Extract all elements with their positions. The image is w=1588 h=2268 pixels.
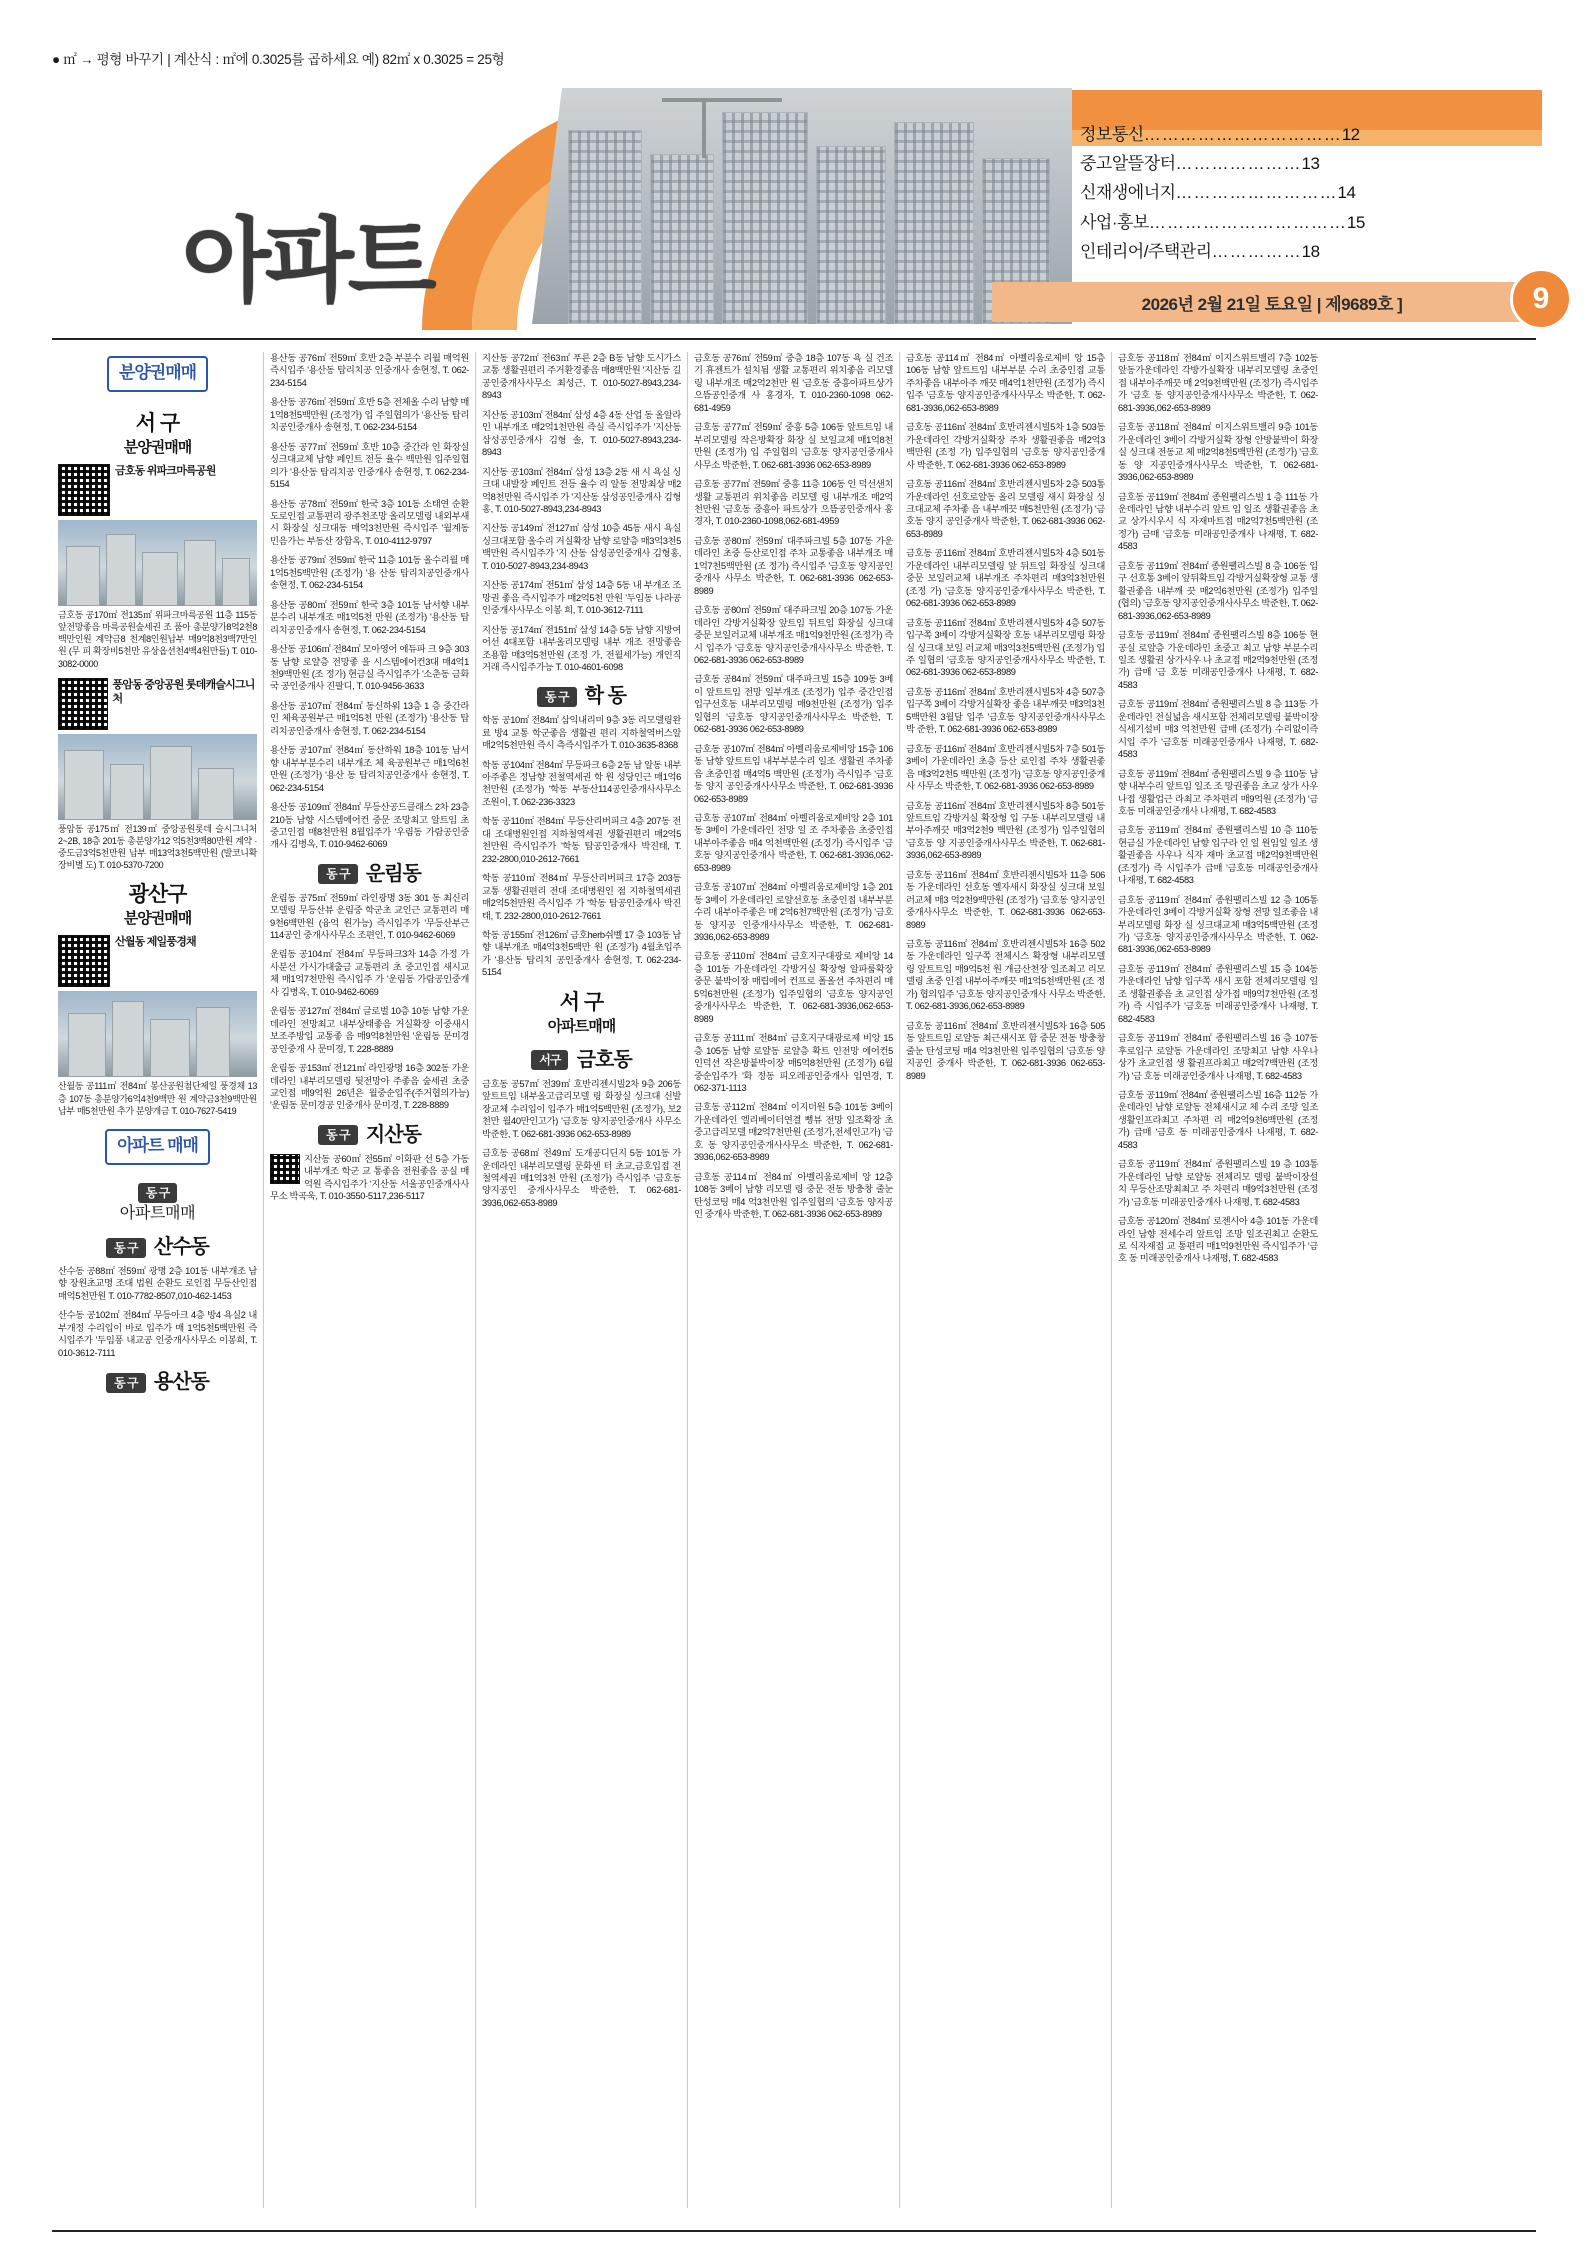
- classified-ad[interactable]: [1118, 1215, 1318, 1265]
- classified-ad[interactable]: [270, 700, 469, 737]
- ad-text: 운림동 공127㎡ 전84㎡ 글로벌 10층 10동 남향 가운데라인 전망최고 내부상태좋음 거실확장 이중새시 보조주방입 교통좋 음 매9억8천만원 '운림동 문미경공인중개 사 문미경, T. 228-8889: [270, 1006, 469, 1054]
- classified-ad[interactable]: [906, 478, 1105, 540]
- classified-ad[interactable]: [694, 950, 893, 1025]
- classified-ad[interactable]: [482, 466, 681, 516]
- ad-text: 금호동 공107㎡ 전84㎡ 아벨리움로제비앙 2층 101동 3베이 가운데라인 전망 일 조 주차좋음 초중인접 내부아주좋음 매4 억천백만원 (조정가) 즉시입주 '금호동 양지공인중개사 박준한, T. 062-681-3936,062-653-8989: [694, 812, 893, 873]
- ad-text: 학동 공10㎡ 전84㎡ 삼익내리미 9층 3동 리모델링완료 방4 교통 학군좋음 생활권 편리 지하철역버스알 매2억5천만원 즉시 측즉시입주가 T. 010-3635-8368: [482, 715, 681, 751]
- classified-ad[interactable]: [1118, 768, 1318, 818]
- section-header-bunyangkwon: 분양권매매: [107, 356, 208, 392]
- dong-name: 운림동: [365, 862, 421, 885]
- ad-text: 금호동 공119㎡ 전84㎡ 종원팰리스빌 8 층 106동 입구 선호통 3베이 앞뒤확트임 각방거실확장형 교통 생활권좋음 내부깨 끗 매2억6천만원 (조정가) 입주일(협의) '금호동 양지공인중개사사무소 박준한, T. 062-681-3936,062-653-8989: [1118, 560, 1318, 621]
- ad-text: 용산동 공78㎡ 전59㎡ 한국 3층 101동 소태연 순환도로인접 교통편리 광주천조망 올리모델링 내외부새시 화장실 싱크대동 매억3천만원 즉시입주 '월계동 민음가는 부동산 장함옥, T. 010-4112-9797: [270, 498, 469, 546]
- column-3: [476, 352, 688, 2208]
- classified-ad[interactable]: [906, 352, 1105, 414]
- classified-ad[interactable]: [482, 815, 681, 865]
- ad-text: 산수동 공102㎡ 전84㎡ 무등아크 4층 방4 욕실2 내부개정 수리입이 바로 입주가 매 1억5천5백만원 즉시입주가 '두임퐁 내교공 인중개사사무소 이봉희, T. 010-3612-7111: [58, 1310, 257, 1358]
- ad-text: 금호동 공116㎡ 전84㎡ 호반리젠시빌5차 1층 503동 가운데라인 각방거실확장 주차 생활권좋음 매2억3백만원 (조정 가) 입주일협의 '금호동 양지공인중개사 박준한, T. 062-681-3936 062-653-8989: [906, 422, 1105, 470]
- gu-badge: 동 구: [106, 1238, 146, 1258]
- toc-item: 사업·홍보……………………………15: [1080, 212, 1365, 232]
- ad-text: 용산동 공107㎡ 전84㎡ 동산하워 18층 101동 남서향 내부부분수리 내부개조 체 육공원부근 매1억6천만원 (조정가) '용산 동 탑리치공인중개사 송현정, T. 062-234-5154: [270, 745, 469, 793]
- classified-ad[interactable]: [694, 673, 893, 735]
- section-header-apartment-sale: 아파트 매매: [105, 1129, 210, 1165]
- ad-text: 운림동 공104㎡ 전84㎡ 무등파크3차 14층 가정 가사분선 가시가대출금 교통편리 초 중고인접 새시교체 매1억7천만원 즉시입주 가 '운림동 가람공인중개사 김병옥, T. 010-9462-6069: [270, 949, 469, 997]
- ad-text: 금호동 공57㎡ 전39㎡ 호반리젠시빌2차 9층 206동 앞트트임 내부올고급리모델 링 화장실 싱크대 신발장교체 수리입이 입주가 매1억5백만원 (조정가), 보2천만 월40만인고가) '금호동 양지공인중개사 사무소 박준한, T. 062-681-3936 062-653-8989: [482, 1078, 681, 1139]
- classified-ad[interactable]: [694, 478, 893, 528]
- dong-name: 금호동: [576, 1049, 632, 1072]
- toc-page: 18: [1301, 241, 1320, 261]
- ad-text: 운림동 공153㎡ 전121㎡ 라인광명 16층 302동 가운데라인 내부리모델링 뒷전망아 주좋음 숲세권 초중교인접 매9억원 26년은 월중순입주(주거협의가능) '운림동 문미경공 인중개사 문미경, T. 228-8889: [270, 1063, 469, 1111]
- listing-title: 금호동 위파크마륵공원: [115, 464, 216, 477]
- qr-code-icon[interactable]: [58, 935, 110, 987]
- classified-ad[interactable]: [906, 617, 1105, 679]
- classified-ad[interactable]: [482, 522, 681, 572]
- ad-text: 용산동 공109㎡ 전84㎡ 무등산공드클래스 2차 23층 210동 남향 시스템에어컨 중문 조망최고 알트임 초중고인접 매8천만원 8월입주가 '우림동 가람공인중개사 김병옥, T. 010-9462-6069: [270, 802, 469, 850]
- ad-text: 용산동 공107㎡ 전84㎡ 동신하워 13층 1 층 중간라인 체육공원부근 매1억5천 만원 (조정가) '용산동 탑리치공인중개사 송현정, T. 062-234-5154: [270, 700, 469, 736]
- listing-text: 산월동 공111㎡ 전84㎡ 봉산공원첨단제일 풍경채 13층 107동 총분양가6억4천9백만 원 계약금3천9백만원납부 매5천만원 추가 분양개금 T. 010-7627-5419: [58, 1081, 257, 1116]
- ad-text: 지산동 공174㎡ 전151㎡ 삼성 14층 5동 남향 지방여어선 4대포함 내부올리모델링 내부 개조 전망좋음 조용함 매3억5천만원 (조정 가, 전월세가능) 개인직거래 즉시입주가능 T. 010-4601-6098: [482, 624, 681, 672]
- ad-text: 금호동 공116㎡ 전84㎡ 호반리젠시빌5차 16층 502동 가운데라인 일구쪽 전체시스 확장형 내부리모델링 앞트트임 매9억5천 원 개금산천장 일조최고 리모델링 초중 인접 내부아주깨끗 매1억5천백만원 (조 정가) 협의입주 '금호동 양지공인중개사 사무소 박준한, T. 062-681-3936,062-653-8989: [906, 939, 1105, 1012]
- ad-text: 금호동 공119㎡ 전84㎡ 종원팰리스빌 10 층 110동 현금실 가운데라인 남향 입구라 인 일 원임일 일조 생활권좋음 사우나 식자 재마 초교접 매2억9천백만원 (조정가) 즉 시입주가 급매 '금호동 미래공인중개사 나재평, T. 682-4583: [1118, 825, 1318, 886]
- classified-ad[interactable]: [482, 714, 681, 751]
- ad-text: 운림동 공75㎡ 전59㎡ 라인광명 3동 301 동 최신리모델링 무등산뷰 운림중 학군초 교인근 교통편리 매9천6백만원 (융억 원가능) 즉시입주가 '무등산부근114공인 중개사사무소 조편인, T. 010-9462-6069: [270, 892, 469, 941]
- classified-ad[interactable]: [1118, 963, 1318, 1025]
- dong-header-geumhodong: [482, 1047, 681, 1074]
- classified-ad[interactable]: [58, 1265, 257, 1302]
- listing-photo: [58, 520, 257, 606]
- column-6: [1112, 352, 1324, 2208]
- ad-text: 금호동 공77㎡ 전59㎡ 중흥 5층 106동 앞트트임 내부리모델링 작은방확장 화장 실 보일교체 매1억8천만원 (조정가) 입 주일협의 '금호동 양지공인중개사사무소 박준한, T. 062-681-3936 062-653-8989: [694, 422, 893, 470]
- ad-text: 금호동 공116㎡ 전84㎡ 호반리젠시빌5차 4층 507동 입구쪽 3베이 각방거실확장 호동 내부리모델링 화장실 싱크대 보일 러교체 매3억3천5백만원 (조정가) 입주 일협의 '금호동 양지공인중개사사무소 박준한, T. 062-681-3936 062-653-8989: [906, 617, 1105, 678]
- classified-ad[interactable]: [482, 872, 681, 922]
- classified-ad[interactable]: [482, 1078, 681, 1140]
- ad-text: 금호동 공111㎡ 전84㎡ 금호지구대광로제 비앙 15층 105동 남향 로얄동 로얄층 확트 인전망 에어컨5 인덕션 작은방붙박이장 매5억8천만원 (조정가) 6월중순입주가 '화 정동 피오레공인중개사 임연경, T. 062-371-1113: [694, 1033, 893, 1094]
- ad-text: 금호동 공119㎡ 전84㎡ 종원팰리스빌 19 층 103통 가운데라인 남향 로얄동 전체리모 델링 붙박이장설치 무등산조망최최고 주 차편리 매9억3천만원 (조정가) '금호동 미래공인중개사 나재평, T. 682-4583: [1118, 1159, 1318, 1207]
- classified-ad[interactable]: [906, 686, 1105, 736]
- ad-text: 용산동 공76㎡ 전59㎡ 호반 5층 전체올 수리 남향 매1억8천5백만원 (조정가) 입 주일협의가 '용산동 탑리치공인중개사 송현정, T. 062-234-5154: [270, 397, 469, 433]
- ad-text: 금호동 공116㎡ 전84㎡ 호반리젠시빌5차 4층 501동 가운데라인 내부리모델링 앞 뒤트임 화장실 싱크대 중문 보일러교체 내부개조 주차편리 매3억3천만원 (조정 가) '금호동 양지공인중개사사무소 박준한, T. 062-681-3936 062-653-8989: [906, 548, 1105, 609]
- classified-ad[interactable]: [482, 624, 681, 674]
- ad-text: 금호동 공120㎡ 전84㎡ 로젠시아 4층 101동 가운데라인 남향 전세수리 앞트임 조망 일조권최고 순환도로 식자재접 교 통편리 매1억9천만원 즉시입주가 '금호 동 미래공인중개사 나재평, T. 682-4583: [1118, 1216, 1318, 1264]
- classified-ad[interactable]: [906, 547, 1105, 609]
- classified-ad[interactable]: [482, 1147, 681, 1209]
- gu-header-donggu: [58, 1183, 257, 1225]
- dong-header-sansudong: [58, 1234, 257, 1261]
- classified-ad[interactable]: [906, 1020, 1105, 1082]
- toc-label: 인테리어/주택관리: [1080, 241, 1212, 261]
- listing-photo: [58, 734, 257, 820]
- dong-header-jisandong: [270, 1122, 469, 1149]
- ad-text: 금호동 공116㎡ 전84㎡ 호반리젠시빌5차 11층 506동 가운데라인 선호동 옐자새시 화장실 싱크대 보일러교체 매3 억2천9백만원 (조정가) '금호동 양지공인 중개사사무소 박준한, T. 062-681-3936 062-653-8989: [906, 869, 1105, 930]
- ad-text: 금호동 공77㎡ 전59㎡ 중흥 11층 106동 인 덕선샌치 생활 교통편리 위치좋음 리모델 링 내부개조 매2억천만원 '금호동 중흥아 파트상가 으뜸공인중개사 홍경자, T. 010-2360-1098,062-681-4959: [694, 479, 893, 527]
- ad-text: 산수동 공88㎡ 전59㎡ 광명 2층 101동 내부개조 남향 장원초교명 조대 법원 순환도 로인접 무등산인접 매억5천만원 T. 010-7782-8507,010-462-1453: [58, 1265, 257, 1301]
- classified-ad[interactable]: [270, 554, 469, 591]
- classified-ad[interactable]: [694, 1032, 893, 1094]
- dong-header-yongsandong: [58, 1369, 257, 1396]
- classified-ad[interactable]: [270, 352, 469, 389]
- ad-text: 지산동 공60㎡ 전55㎡ 이화판 선 5층 가동 내부개조 학군 교 통좋음 전원좋음 공실 매억원 즉시입주가 '지산동 서울공인중개사사무소 박곡욱, T. 010-3550-5117,236-5117: [270, 1153, 469, 1202]
- classified-ad[interactable]: [1118, 421, 1318, 483]
- ad-text: 금호동 공116㎡ 전84㎡ 호반리젠시빌5차 4층 507층 입구쪽 3베이 각방거실확장 좋음 내부깨끗 매3억3천5백만원 3월달 입주 '금호동 양지공인중개사사무소 박 준한, T. 062-681-3936 062-653-8989: [906, 686, 1105, 735]
- classified-ad[interactable]: [1118, 629, 1318, 691]
- classified-ad[interactable]: [482, 409, 681, 459]
- ad-text: 금호동 공119㎡ 전84㎡ 종원팰리스빌 1 층 111동 가운데라인 남향 내부수리 앞트 임 일조 생활권좋음 초교 상가시우시 식 자재마트접 매2억7천5백만원 (조정가) 금매 '금호동 미래공인중개사 나재평, T. 682-4583: [1118, 491, 1318, 552]
- toc-page: 14: [1337, 183, 1356, 203]
- dong-header-unrimdong: [270, 861, 469, 888]
- ad-text: 금호동 공118㎡ 전84㎡ 이지스위트밸리 7층 102동 앞동가운데라인 각방가실확장 내부리모델링 초중인접 내부아주깨끗 매 2억9천백만원 (조정가) 즉시입주가 '금호 동 양지공인중개사사무소 박준한, T. 062-681-3936,062-653-8989: [1118, 353, 1318, 413]
- issue-date-bar: [992, 282, 1552, 322]
- ad-text: 금호동 공80㎡ 전59㎡ 대주파크빌 20층 107동 가운데라인 각방거실확장 앞트임 뒤트임 화장실 싱크대 중문 보일러교체 내부개조 매1억9천만원 (조정가) 즉시 입주가 '금호동 양지공인중개사사무소 박준한, T. 062-681-3936 062-653-8989: [694, 605, 893, 665]
- column-5: [900, 352, 1112, 2208]
- classified-ad[interactable]: [906, 938, 1105, 1013]
- classified-columns: [52, 352, 1538, 2208]
- ad-text: 금호동 공119㎡ 전84㎡ 종원팰리스빌 16 층 107동 후로입구 로얄동 가운데라인 조망최고 남향 사우나 상가 초교인접 생 활권프라최고 매2억7백만원 (조정가) '금 호동 미래공인중개사 나재평, T. 682-4583: [1118, 1033, 1318, 1081]
- classified-ad[interactable]: [270, 498, 469, 548]
- dong-header-hakdong: [482, 683, 681, 710]
- region-header-seogu-apartment: 서 구 아파트매매: [547, 990, 616, 1035]
- gu-badge: 동 구: [537, 687, 577, 707]
- classified-ad[interactable]: [694, 421, 893, 471]
- ad-text: 지산동 공149㎡ 전127㎡ 삼성 10층 45동 새시 욕실 싱크대포함 올수리 거실확장 남향 로얄층 매3억3천5백만원 즉시입주가 '지 산동 삼성공인중개사 김형홍, T. 010-5027-8943,234-8943: [482, 523, 681, 571]
- dong-name: 산수동: [153, 1236, 209, 1259]
- classified-ad[interactable]: [270, 1153, 469, 1203]
- gu-badge: 동 구: [138, 1183, 178, 1203]
- ad-text: 금호동 공80㎡ 전59㎡ 대주파크빌 5층 107동 가운데라인 초중 등산로인접 주차 교통좋음 내부개조 매1억7천5백만원 (조 정가) 즉시입주 '금호동 양지공인중개사 사무소 박준한, T. 062-681-3936 062-653-8989: [694, 535, 893, 596]
- toc-page: 15: [1346, 212, 1365, 232]
- classified-ad[interactable]: [1118, 894, 1318, 956]
- classified-ad[interactable]: [270, 396, 469, 433]
- table-of-contents: [1080, 120, 1510, 266]
- ad-text: 학동 공104㎡ 전84㎡ 무등파크 6층 2동 남 알동 내부아주좋은 정남향 전철역세권 학 원 성당인근 매1억6천만원 (조정가) '학동 부동산114공인중개사사무소 조원이, T. 062-236-3323: [482, 759, 681, 807]
- classified-ad[interactable]: [482, 579, 681, 616]
- classified-ad[interactable]: [694, 535, 893, 597]
- ad-text: 금호동 공76㎡ 전59㎡ 중층 18층 107동 욕 실 건조기 휴젠트가 설치됨 생활 교통편리 위치좋음 리모델링 내부개조 매2억2천만 원 '금호동 중흥아파트상가 으뜸공인중개 사 홍경자, T. 010-2360-1098 062-681-4959: [694, 353, 893, 413]
- classified-ad[interactable]: [270, 892, 469, 942]
- toc-label: 사업·홍보: [1080, 212, 1149, 232]
- ad-text: 금호동 공107㎡ 전84㎡ 아벨리움로제비앙 15층 106동 남향 앞트트임 내부부분수리 일조 생활권 주차좋음 초중인접 매4억5 백만원 (조정가) 즉시입주 '금호동 양지 공인중개사사무소 박준한, T. 062-681-3936 062-653-8989: [694, 743, 893, 804]
- ad-text: 금호동 공112㎡ 전84㎡ 이지더원 5층 101동 3베이 가운데라인 엘리베이터연결 뻥뷰 전망 일조확장 초중고급리모델 매2억7천만원 (조정가,전세인고가) '금호 동 양지공인중개사사무소 박준한, T. 062-681-3936,062-653-8989: [694, 1102, 893, 1163]
- ad-text: 용산동 공77㎡ 전59㎡ 호반 10층 중간라 인 화장실 싱크대교체 남향 페인트 전등 율수 백만원 입주일협의가 '용산동 탑리치공 인중개사 송현정, T. 062-234-5154: [270, 441, 469, 490]
- gu-badge: 동 구: [318, 864, 358, 884]
- ad-text: 금호동 공119㎡ 전84㎡ 종원팰리스빌 8 층 113동 가운데라인 전실넓음 새시포함 전체리모델링 붙박이장 식세기설비 매3 억천만원 급매 (조정가) 수리없이즉시입 주가 '금호동 미래공인중개사 나재평, T. 682-4583: [1118, 699, 1318, 760]
- classified-ad[interactable]: [270, 801, 469, 851]
- apartment-photo: [532, 88, 1072, 324]
- listing-title: 풍암동 중앙공원 롯데캐슬시그니처: [112, 678, 255, 705]
- ad-text: 금호동 공114㎡ 전84㎡ 아벨리움로제비 앙 15층 106동 남향 앞트트임 내부부분 수리 초중인접 교통 주차좋음 내부아주 깨끗 매4억1천만원 (조정가) 즉시입주 '금호동 양지공인중개사사무소 박준한, T. 062-681-3936,062-653-8989: [906, 353, 1105, 413]
- dong-name: 지산동: [365, 1123, 421, 1146]
- toc-item: 중고알뜰장터…………………13: [1080, 154, 1320, 174]
- classified-ad[interactable]: [482, 759, 681, 809]
- ad-text: 금호동 공118㎡ 전84㎡ 이지스위트밸리 9층 101동 가운데라인 3베이 각방거실확 장형 안방붙박이 화장실 싱크대 전동교 체 매2억8천5백만원 (조정가) '금호동 양 지공인중개사사무소 박준한, T. 062-681-3936,062-653-8989: [1118, 422, 1318, 483]
- classified-ad[interactable]: [694, 881, 893, 943]
- gu-badge: 서구: [531, 1050, 568, 1070]
- classified-ad[interactable]: [270, 1005, 469, 1055]
- listing-photo: [58, 991, 257, 1077]
- classified-ad[interactable]: [270, 744, 469, 794]
- classified-ad[interactable]: [1118, 1032, 1318, 1082]
- ad-text: 금호동 공107㎡ 전84㎡ 아벨리움로제비앙 1층 201동 3베이 가운데라인 로얄선호동 초중인접 내부부분수리 내부아주좋은 매 2억6천7백만원 (조정가) '금호동 양지공 인중개사사무소 박준한, T. 062-681-3936,062-653-8989: [694, 882, 893, 943]
- gu-subtitle: 아파트매매: [119, 1204, 196, 1222]
- listing-text: 풍암동 공175㎡ 전139㎡ 중앙공원롯데 슬시그니처2~2B, 18층 201동 총분양가12 억5천3백80만원 계약 · 중도금3억5천만원 납부 매13억3천5백만원 (발코니확장비별 도) T. 010-5370-7200: [58, 823, 257, 871]
- classified-ad[interactable]: [270, 599, 469, 636]
- classified-ad[interactable]: [694, 812, 893, 874]
- classified-ad[interactable]: [694, 352, 893, 414]
- qr-code-icon[interactable]: [58, 678, 108, 730]
- ad-text: 금호동 공116㎡ 전84㎡ 호반리젠시빌5차 16층 505동 앞트트임 로얄동 최근새시포 함 중문 전동 방충창 줄눈 탄성코팅 매4 억3천만원 입주일협의 '금호동 양지공인 중개사 박준한, T. 062-681-3936 062-653-8989: [906, 1020, 1105, 1081]
- ad-text: 금호동 공116㎡ 전84㎡ 호반리젠시빌5차 8층 501동 앞트트임 각방거실 확장형 입 구동 내부리모델링 내부아주깨끗 매3억2천9 백만원 (조정가) 입주일협의 '금호동 양 지공인중개사사무소 박준한, T. 062-681-3936,062-653-8989: [906, 800, 1105, 861]
- listing-title: 산월동 제일풍경채: [115, 936, 196, 949]
- classified-ad[interactable]: [270, 948, 469, 998]
- classified-ad[interactable]: [694, 1101, 893, 1163]
- ad-text: 지산동 공72㎡ 전63㎡ 푸른 2층 B동 남향 도시가스 교통 생활권편리 주거환경좋음 매8백만원 '지산동 길공인중개사사무소 최성근, T. 010-5027-8943,234-8943: [482, 353, 681, 401]
- classified-ad[interactable]: [482, 929, 681, 979]
- classified-ad[interactable]: [58, 1309, 257, 1359]
- toc-item: 신재생에너지………………………14: [1080, 183, 1356, 203]
- toc-label: 정보통신: [1080, 125, 1144, 144]
- classified-ad[interactable]: [1118, 698, 1318, 760]
- ad-text: 금호동 공119㎡ 전84㎡ 종원팰리스빌 16층 112동 가운데라인 남향 로얄동 전체새시교 체 수리 조망 일조 생활인프라최고 주차편 리 매2억9천6백만원 (조정가) 급매 '금호 동 미래공인중개사 나재평, T. 682-4583: [1118, 1090, 1318, 1150]
- column-1: [52, 352, 264, 2208]
- ad-text: 금호동 공116㎡ 전84㎡ 호반리젠시빌5차 2층 503통 가운데라인 선호로얄동 올리 모델링 새시 화장실 싱크대교체 주차좋 음 내부깨끗 매5천만원 (조정가) '금호동 양지 공인중개사 박준한, T. 062-681-3936 062-653-8989: [906, 479, 1105, 539]
- column-2: [264, 352, 476, 2208]
- classified-ad[interactable]: [906, 421, 1105, 471]
- classified-ad[interactable]: [906, 743, 1105, 793]
- classified-ad[interactable]: [1118, 491, 1318, 553]
- ad-text: 금호동 공116㎡ 전84㎡ 호반리젠시빌5차 7층 501동 3베이 가운데라인 초층 등산 로인접 주차 생활권좋음 매3억2천5 백만원 (조정가) '금호동 양지공인중개사 사무소 박준한, T. 062-681-3936 062-653-8989: [906, 743, 1105, 792]
- ad-text: 학동 공110㎡ 전84㎡ 무등산리버피크 17층 203동 교통 생활권편리 전대 조대병원인 점 지하철역세권 매2억5천만원 즉시입주 가 '학동 탑공인중개사 박진태, T. 232-2800,010-2612-7661: [482, 873, 681, 921]
- qr-code-icon[interactable]: [270, 1154, 300, 1184]
- ad-text: 금호동 공110㎡ 전84㎡ 금호지구대광로 제비앙 14층 101동 가운데라인 각방거실 확장형 알파룸확장 중문 붙박이장 매립에어 컨프로 폴올션 주차편리 매5억6천만원 (조정가) 입주일협의 '금호동 양지공인 중개사사무소 박준한, T. 062-681-3936,062-653-8989: [694, 951, 893, 1024]
- toc-label: 중고알뜰장터: [1080, 154, 1176, 174]
- classified-ad[interactable]: [694, 743, 893, 805]
- top-divider: [52, 338, 1536, 340]
- listing-card[interactable]: [58, 935, 257, 1116]
- gu-badge: 동 구: [318, 1125, 358, 1145]
- column-4: [688, 352, 900, 2208]
- classified-ad[interactable]: [1118, 352, 1318, 414]
- classified-ad[interactable]: [1118, 1158, 1318, 1208]
- classified-ad[interactable]: [1118, 824, 1318, 886]
- region-header-gwangsangu: 광산구 분양권매매: [123, 883, 192, 928]
- classified-ad[interactable]: [1118, 560, 1318, 622]
- classified-ad[interactable]: [482, 352, 681, 402]
- ad-text: 학동 공155㎡ 전126㎡ 금호herb쉬벨 17 층 103동 남향 내부개조 매4억3천5백만 원 (조정가) 4월초입주가 '용산동 탑리치 공인중개사 송현정, T. 062-234-5154: [482, 930, 681, 978]
- ad-text: 지산동 공103㎡ 전84㎡ 삼성 4층 4동 산업 동 올알라인 내부개조 매2억1천만원 즉실 즉시입주가 '지산동 삼성공인중개사 김형 솔, T. 010-5027-8943,234-8943: [482, 409, 681, 458]
- region-header-seogu: 서 구 분양권매매: [123, 411, 192, 456]
- classified-ad[interactable]: [270, 441, 469, 491]
- classified-ad[interactable]: [906, 869, 1105, 931]
- issue-date: 2026년 2월 21일 토요일 | 제9689호 ]: [1141, 294, 1403, 314]
- ad-text: 용산동 공106㎡ 전84㎡ 모아영어 에듀파 크 9층 303동 남향 로얄층 전망좋 을 시스템에어컨3대 매4억1천9백만원 (조 정가) 현금실 즉시입주가 '소춘동 금화국 공인중개사 진팔디, T. 010-9456-3633: [270, 644, 469, 692]
- ad-text: 용산동 공80㎡ 전59㎡ 한국 3층 101동 남서향 내부분수리 내부개조 매1억5천 만원 (조정가) '용산동 탑리치공인중개사 송현정, T. 062-234-5154: [270, 599, 469, 635]
- ad-text: 지산동 공174㎡ 전51㎡ 삼성 14층 5동 내 부개조 조망권 좋음 즉시입주가 매2억5천 만원 '두임동 나라공인중개사사무소 이봉 희, T. 010-3612-7111: [482, 580, 681, 616]
- listing-text: 금호동 공170㎡ 전135㎡ 위파크마륵공원 11층 115동 앞전망좋음 마륵공원숲세권 조 품아 총분양가8억2천8백만인원 계약금8 천계8인원납부 매9억8천3백7만인원 (무 피 확장비5천만 유상옵션천4백4원만들) T. 010-3082-0000: [58, 609, 257, 669]
- ad-text: 용산동 공76㎡ 전59㎡ 호반 2층 부분수 리월 매억원 즉시입주 '용산동 탑리치공 인중개사 송현정, T. 062-234-5154: [270, 353, 469, 388]
- dong-name: 용산동: [153, 1371, 209, 1394]
- ad-text: 금호동 공114㎡ 전84㎡ 아벨리움로제비 앙 12층 108동 3베이 남향 리모델 링 중문 전동 방충창 줄눈 탄성코팅 매4 억3천만원 입주일협의 '금호동 양지공인 중개사 박준한, T. 062-681-3936 062-653-8989: [694, 1171, 893, 1220]
- ad-text: 금호동 공119㎡ 전84㎡ 종원팰리스빌 8층 106동 현 공실 로얄층 가운데라인 초중고 최고 남향 부분수리 일조 생활권 상가사우 나 초교접 매2억9천만원 (조정가) 급매 '금 호동 미래공인중개사 나재평, T. 682-4583: [1118, 630, 1318, 690]
- ad-text: 금호동 공119㎡ 전84㎡ 종원팰리스빌 9 층 110동 남향 내부수리 앞트임 일조 조 망권좋음 초교 상가 사우나접 생활업근 라최고 주차편리 매9억원 (조정가) '금 호동 미래공인중개사 나재평, T. 682-4583: [1118, 768, 1318, 816]
- ad-text: 금호동 공68㎡ 전49㎡ 도개공디딘지 5동 101동 가운데라인 내부리모델링 문화센 터 초교,금호입접 전철역세권 매1억3천 만원 (조정가) 즉시입주 '금호동 양지공인 중개사사무소 박준한, T. 062-681-3936,062-653-8989: [482, 1148, 681, 1208]
- classified-ad[interactable]: [906, 800, 1105, 862]
- toc-label: 신재생에너지: [1080, 183, 1176, 203]
- ad-text: 지산동 공103㎡ 전84㎡ 삼성 13층 2동 새 시 욕실 싱크대 내발장 페인트 전등 율수 리 알동 전망최상 매2억8천만원 즉시입주 가 '지산동 삼성공인중개사 김형홍, T. 010-5027-8943,234-8943: [482, 466, 681, 514]
- ad-text: 용산동 공79㎡ 전59㎡ 한국 11층 101동 올수리월 매1억5천5백만원 (조정가) '용 산동 탑리치공인중개사 송현정, T. 062-234-5154: [270, 555, 469, 591]
- ad-text: 금호동 공119㎡ 전84㎡ 종원팰리스빌 12 층 105통 가운데라인 3베이 각방거실확 장형 전망 일조좋음 내부리모델링 화장 실 싱크대교체 매3억5백만원 (조정가) '금호동 양지공인중개사사무소 박준한, T. 062-681-3936,062-653-8989: [1118, 894, 1318, 955]
- dong-name: 학 동: [584, 685, 626, 708]
- classified-ad[interactable]: [270, 643, 469, 693]
- classified-ad[interactable]: [270, 1062, 469, 1112]
- toc-item: 인테리어/주택관리……………18: [1080, 241, 1320, 261]
- classified-ad[interactable]: [694, 604, 893, 666]
- page-number-badge: 9: [1510, 268, 1572, 330]
- listing-card[interactable]: [58, 678, 257, 872]
- toc-item: 정보통신……………………………12: [1080, 125, 1360, 144]
- gu-badge: 동 구: [106, 1373, 146, 1393]
- ad-text: 금호동 공119㎡ 전84㎡ 종원팰리스빌 15 층 104동 가운데라인 남향 입구쪽 새시 포함 전체리모델링 일조 생활권좋음 초 교인접 상가접 매9억7천만원 (조정가) 즉 시입주가 '금호동 미래공인중개사 나재평, T. 682-4583: [1118, 963, 1318, 1024]
- bottom-divider: [52, 2230, 1536, 2232]
- page-title: 아파트: [182, 211, 431, 313]
- ad-text: 금호동 공84㎡ 전59㎡ 대주파크빌 15층 109동 3베이 앞트트임 전망 일부개조 (조정가) 입주 중간인접 입구선호동 내부리모델링 매9천만원 (조정가) 입주 일협의 '금호동 양지공인중개사사무소 박준한, T. 062-681-3936 062-653-8989: [694, 674, 893, 735]
- qr-code-icon[interactable]: [58, 464, 110, 516]
- classified-ad[interactable]: [694, 1171, 893, 1221]
- toc-page: 12: [1341, 125, 1360, 144]
- listing-card[interactable]: [58, 464, 257, 670]
- unit-conversion-note: ● ㎡ → 평형 바꾸기 | 계산식 : ㎡에 0.3025를 곱하세요 예) 82㎡ x 0.3025 = 25형: [52, 52, 505, 67]
- toc-page: 13: [1301, 154, 1320, 174]
- ad-text: 학동 공110㎡ 전84㎡ 무등산리버피크 4층 207동 전대 조대병원인접 지하철역세권 생활권편리 매2억5천만원 즉시입주가 '학동 탑공인중개사 박진태, T. 232-2800,010-2612-7661: [482, 816, 681, 864]
- classified-ad[interactable]: [1118, 1089, 1318, 1151]
